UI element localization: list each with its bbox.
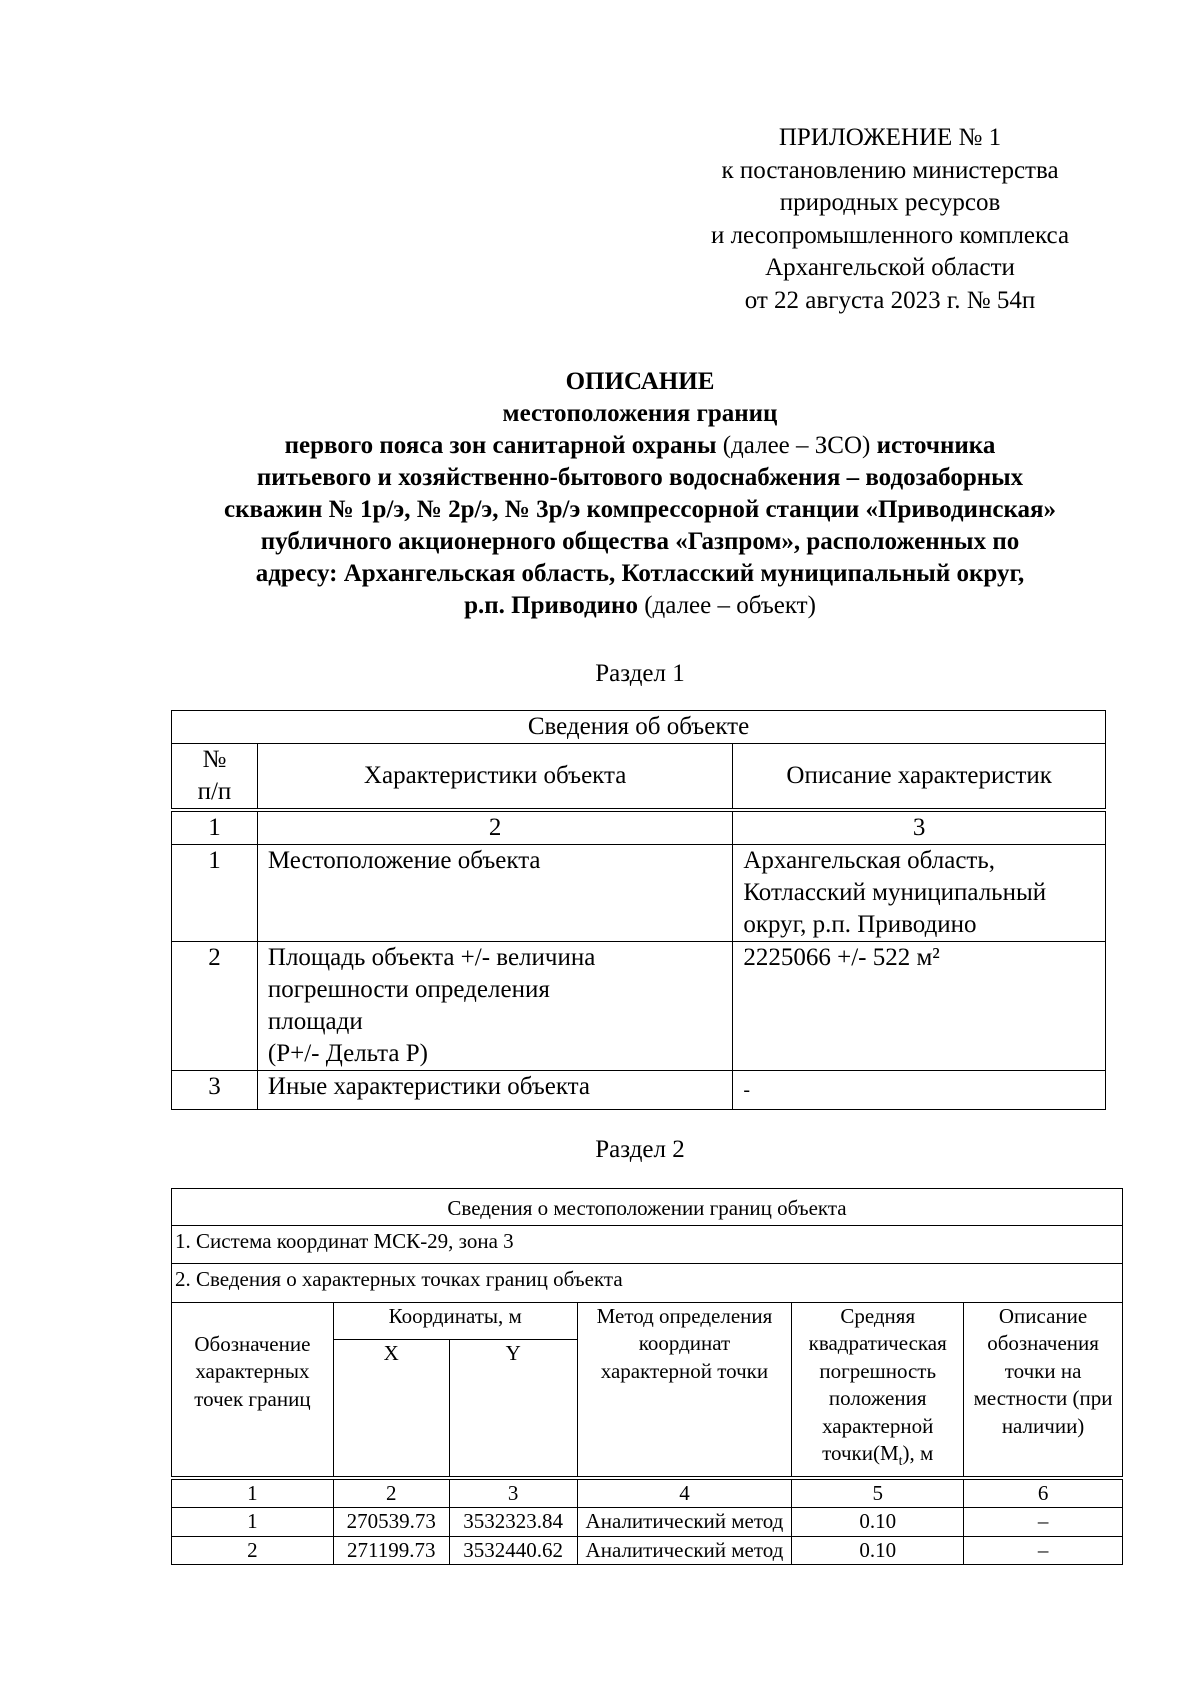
point-desc: – — [964, 1536, 1123, 1565]
table-header-row — [172, 1302, 1123, 1339]
row-name — [257, 1071, 732, 1110]
header-error-tail: ), м — [902, 1441, 934, 1465]
appendix-line: и лесопромышленного комплекса — [710, 221, 1070, 249]
point-y: 3532323.84 — [449, 1508, 577, 1537]
title-line: питьевого и хозяйственно-бытового водоснабжения – водозаборных — [256, 464, 1024, 491]
column-number-row — [172, 1478, 1123, 1508]
row-desc-line: - — [743, 1079, 751, 1101]
header-description: Описание характеристик — [733, 744, 1106, 811]
title-line — [150, 590, 1130, 622]
appendix-line: ПРИЛОЖЕНИЕ № 1 — [778, 124, 1002, 151]
row-name-line: Иные характеристики объекта — [267, 1073, 591, 1100]
row-desc — [733, 942, 1106, 1071]
row-name — [257, 845, 732, 942]
row-desc-line: 2225066 +/- 522 м² — [743, 944, 940, 971]
point-error: 0.10 — [792, 1508, 964, 1537]
point-y: 3532440.62 — [449, 1536, 577, 1565]
table-title: Сведения об объекте — [172, 711, 1106, 744]
title-line: адресу: Архангельская область, Котласский муниципальный округ, — [255, 560, 1025, 587]
table-header-row — [172, 744, 1106, 811]
header-desc: Описание обозначения точки на местности (при наличии) — [964, 1302, 1123, 1478]
points-title-row — [172, 1264, 1123, 1303]
header-error-sub: t — [898, 1454, 903, 1470]
title-fragment: источника — [876, 432, 996, 459]
coord-system-row — [172, 1225, 1123, 1264]
header-designation: Обозначение характерных точек границ — [172, 1302, 334, 1478]
row-desc-line: округ, р.п. Приводино — [743, 911, 977, 938]
coord-system: 1. Система координат МСК-29, зона 3 — [172, 1225, 1123, 1264]
object-info-table — [171, 710, 1106, 1110]
point-x: 270539.73 — [333, 1508, 449, 1537]
point-desc: – — [964, 1508, 1123, 1537]
title-line: местоположения границ — [502, 400, 778, 427]
point-id: 1 — [172, 1508, 334, 1537]
header-y: Y — [449, 1339, 577, 1478]
document-title — [150, 366, 1130, 622]
row-num: 1 — [172, 845, 258, 942]
section2-heading: Раздел 2 — [595, 1136, 685, 1163]
table-title-row — [172, 1189, 1123, 1226]
column-number: 3 — [733, 810, 1106, 845]
row-name-line: площади — [267, 1008, 363, 1035]
title-heading: ОПИСАНИЕ — [565, 368, 715, 395]
column-number-row — [172, 810, 1106, 845]
column-number: 5 — [792, 1478, 964, 1508]
table-row — [172, 942, 1106, 1071]
row-num: 3 — [172, 1071, 258, 1110]
row-name — [257, 942, 732, 1071]
row-name-line: (Р+/- Дельта Р) — [267, 1040, 428, 1067]
row-desc — [733, 845, 1106, 942]
appendix-line: природных ресурсов — [779, 189, 1001, 216]
row-num: 2 — [172, 942, 258, 1071]
title-fragment: (далее – ЗСО) — [716, 432, 877, 459]
point-id: 2 — [172, 1536, 334, 1565]
header-x: X — [333, 1339, 449, 1478]
column-number: 1 — [172, 1478, 334, 1508]
table-title: Сведения о местоположении границ объекта — [172, 1189, 1123, 1226]
title-fragment: р.п. Приводино — [464, 592, 638, 619]
header-coordinates: Координаты, м — [333, 1302, 577, 1339]
point-method: Аналитический метод — [577, 1508, 792, 1537]
row-desc — [733, 1071, 1106, 1110]
title-line: публичного акционерного общества «Газпром», расположенных по — [260, 528, 1020, 555]
point-error: 0.10 — [792, 1536, 964, 1565]
table-row — [172, 1071, 1106, 1110]
column-number: 3 — [449, 1478, 577, 1508]
table-row — [172, 1508, 1123, 1537]
table-row — [172, 1536, 1123, 1565]
boundary-table — [171, 1188, 1123, 1565]
title-line: скважин № 1р/э, № 2р/э, № 3р/э компрессорной станции «Приводинская» — [223, 496, 1057, 523]
column-number: 4 — [577, 1478, 792, 1508]
header-method: Метод определения координат характерной точки — [577, 1302, 792, 1478]
header-num-line: п/п — [197, 778, 232, 805]
row-name-line: Местоположение объекта — [267, 847, 541, 874]
row-name-line: Площадь объекта +/- величина — [267, 944, 596, 971]
header-characteristics: Характеристики объекта — [257, 744, 732, 811]
section1-heading: Раздел 1 — [595, 660, 685, 687]
header-num-line: № — [202, 746, 227, 773]
title-line — [150, 430, 1130, 462]
row-name-line: погрешности определения — [267, 976, 550, 1003]
appendix-line: Архангельской области — [765, 254, 1015, 281]
title-fragment: (далее – объект) — [637, 592, 816, 619]
row-desc-line: Котласский муниципальный — [743, 879, 1047, 906]
appendix-header — [660, 122, 1120, 317]
points-title: 2. Сведения о характерных точках границ объекта — [172, 1264, 1123, 1303]
header-num — [172, 744, 258, 811]
appendix-line: к постановлению министерства — [721, 156, 1059, 184]
column-number: 1 — [172, 810, 258, 845]
table-title-row — [172, 711, 1106, 744]
row-desc-line: Архангельская область, — [743, 847, 995, 874]
table-row — [172, 845, 1106, 942]
header-error — [792, 1302, 964, 1478]
column-number: 6 — [964, 1478, 1123, 1508]
title-fragment: первого пояса зон санитарной охраны — [284, 432, 717, 459]
header-error-text: Средняя квадратическая погрешность положения характерной точки(M — [808, 1303, 947, 1465]
column-number: 2 — [333, 1478, 449, 1508]
column-number: 2 — [257, 810, 732, 845]
point-method: Аналитический метод — [577, 1536, 792, 1565]
point-x: 271199.73 — [333, 1536, 449, 1565]
appendix-line: от 22 августа 2023 г. № 54п — [744, 286, 1036, 314]
